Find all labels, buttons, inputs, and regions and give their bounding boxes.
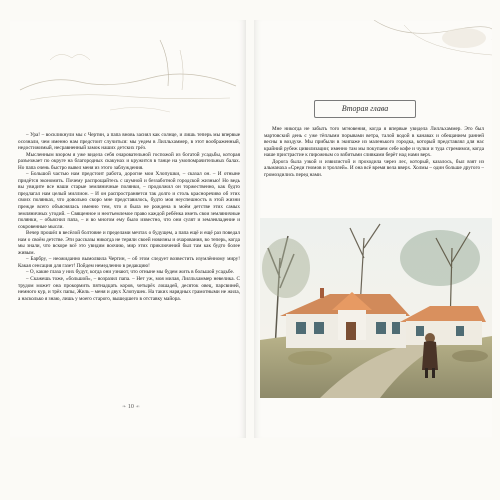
- top-vignette-illustration: [254, 20, 492, 80]
- paragraph: – Барбру, – неожиданно вымолвила Чертин, – об этом следует возвестить изумлённому миру! Какая сенсация для газет! Пойдем немедленно в редакцию!: [18, 256, 240, 269]
- chapter-title: Вторая глава: [314, 100, 416, 118]
- paragraph: Дорога была узкой и извилистой и проходила через лес, который, казалось, был взят из альманаха «Среди гномов и троллей». И она всё время вела вверх. Холмы – один больше другого – громоздились перед нами.: [264, 158, 484, 178]
- paragraph: Вечер прошёл в весёлой болтовне и пределами мечтах о будущем, а папа ещё и ещё раз поведал нам о своём детстве. Эти рассказы никогда не теряли своей новизны и очарования, во теперь, когда мы знали, что вскоре всё это увидим воочию, мир этих приключений был там как будто более живым.: [18, 230, 240, 256]
- paragraph: – Скажешь тоже, «большой», – возразил папа. – Нет уж, моя милая, Лилльхаммер невелика. С трудом может она прокормить пятнадцать коров, четырёх лошадей, десяток овец, парсвиней, немного кур, и трёх папы, Жиль – меня и двух Хлопушек. На таких нарядных грамотными не жила, а насколько я знаю, лишь у моего старого, вышедшего в отставку майора.: [18, 276, 240, 302]
- ornament-left-icon: ❧: [122, 405, 127, 410]
- page-number: ❧ 10 ☙: [122, 404, 140, 410]
- ornament-right-icon: ☙: [135, 405, 140, 410]
- paragraph: – Большой частью нам предстоит работа, дорогие мои Хлопушки, – сказал он. – И отныне придётся экономить. Почему распрощайтесь с шумной и беззаботной городской жизнью! Но ведь вы увидите все наши старые земляничные полянки, – продолжил он торжественно, как будто предлагал нам целый миллион. – И он распространяется так долго и столь красноречиво об этих своих полянках, что довольно скоро мне представилось, будто моя неуспешность в этой жизни прежде всего объяснялась именно тем, что я была не рождена в моём детстве этих самых земляничных угодий. – Священное и неотъемлемое право каждой ребёнка иметь свои земляничные полянки, – объяснил папа, – и во многом ему было известно, что они сулят и землевладение и сокровенные мысли.: [18, 171, 240, 230]
- right-page: [254, 20, 492, 438]
- paragraph: Мне никогда не забыть того мгновения, когда я впервые увидела Лилльхаммер. Это был мартовский день с уже тёплыми порывами ветра, талой водой в канавах и обещанием ранней весны в воздухе. Мы прибыли в экипаже из маленького городка, который представлял для нас крайний рубеж цивилизации; именно там мы покупаем себе кофе и чулки и туда стремимся, когда наше пристрастие к пирожным со взбитыми сливками берёт над нами верх.: [264, 126, 484, 159]
- left-page-text: [18, 132, 240, 302]
- paragraph: – О, какие глаза у них будут, когда они узнают, что отныне мы будем жить в большой усадьбе.: [26, 269, 235, 276]
- left-page-sketch-illustration: [10, 20, 246, 130]
- paragraph: – Ура! – воскликнули мы с Чертин, а папа вновь засиял как солнце, и лишь теперь мы впервые осознали, чем именно нам предстоит случиться: мы уедем в Лилльхаммер, в этот воображенный, недостижимый, несравненный замок наших детских грёз.: [18, 132, 240, 152]
- paragraph: Мысленным взором я уже видела себя очаровательной госпожой из богатой усадьбы, которая разъезжает по округе на благородных скакунах и кружится в танце на умопомрачительных балах. Но папа очень быстро вывел меня из этого заблуждения.: [18, 151, 240, 171]
- right-page-text: [264, 126, 484, 178]
- farmhouse-illustration: [260, 218, 492, 398]
- left-page: [10, 20, 246, 438]
